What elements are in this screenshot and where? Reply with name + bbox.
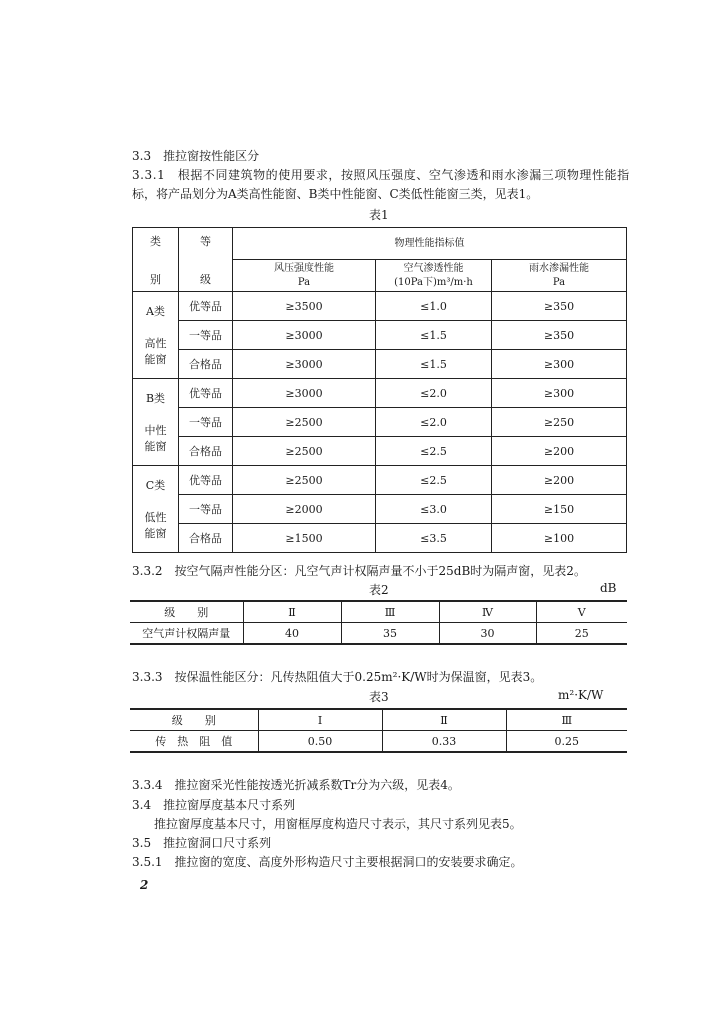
- wind-value: ≥3000: [233, 350, 376, 379]
- air-value: ≤1.0: [376, 292, 492, 321]
- wind-value: ≥2500: [233, 466, 376, 495]
- rain-value: ≥150: [492, 495, 627, 524]
- table3-unit: m²·K/W: [558, 688, 604, 702]
- section-3-4-title: 3.4 推拉窗厚度基本尺寸系列: [132, 798, 296, 812]
- air-value: ≤1.5: [376, 321, 492, 350]
- air-value: ≤1.5: [376, 350, 492, 379]
- table3-value: 0.50: [258, 731, 382, 753]
- table3-header-cell: Ⅱ: [382, 709, 506, 731]
- grade-cell: 一等品: [179, 408, 233, 437]
- grade-cell: 合格品: [179, 437, 233, 466]
- page-number: 2: [140, 878, 149, 892]
- table3-value: 0.25: [506, 731, 627, 753]
- header-class: 类 别: [133, 228, 179, 292]
- section-3-4-text: 推拉窗厚度基本尺寸，用窗框厚度构造尺寸表示，其尺寸系列见表5。: [154, 817, 522, 831]
- air-value: ≤2.5: [376, 466, 492, 495]
- header-physical-indices: 物理性能指标值: [233, 228, 627, 260]
- rain-value: ≥200: [492, 466, 627, 495]
- table2-header-cell: Ⅱ: [243, 601, 341, 623]
- air-value: ≤2.0: [376, 379, 492, 408]
- air-value: ≤3.5: [376, 524, 492, 553]
- section-3-5-1-text: 3.5.1 推拉窗的宽度、高度外形构造尺寸主要根据洞口的安装要求确定。: [132, 855, 523, 869]
- air-value: ≤2.0: [376, 408, 492, 437]
- group-c-label: C类 低性 能窗: [133, 466, 179, 553]
- wind-value: ≥2500: [233, 437, 376, 466]
- table1-caption: 表1: [369, 208, 389, 222]
- grade-cell: 优等品: [179, 379, 233, 408]
- table2-value: 30: [439, 623, 536, 645]
- rain-value: ≥300: [492, 379, 627, 408]
- wind-value: ≥3000: [233, 379, 376, 408]
- table2-header-cell: Ⅲ: [341, 601, 439, 623]
- wind-value: ≥2500: [233, 408, 376, 437]
- rain-value: ≥100: [492, 524, 627, 553]
- grade-cell: 一等品: [179, 495, 233, 524]
- section-3-5-title: 3.5 推拉窗洞口尺寸系列: [132, 836, 272, 850]
- header-rain-leakage: 雨水渗漏性能 Pa: [492, 260, 627, 292]
- table2-header-cell: Ⅴ: [536, 601, 627, 623]
- wind-value: ≥3000: [233, 321, 376, 350]
- header-air-permeability: 空气渗透性能 (10Pa下)m³/m·h: [376, 260, 492, 292]
- table2-header-level: 级 别: [130, 601, 243, 623]
- table2-row-label: 空气声计权隔声量: [142, 627, 231, 640]
- table2-value: 40: [243, 623, 341, 645]
- grade-cell: 合格品: [179, 350, 233, 379]
- table3-value: 0.33: [382, 731, 506, 753]
- section-3-3-3-text: 3.3.3 按保温性能区分：凡传热阻值大于0.25m²·K/W时为保温窗，见表3。: [132, 670, 543, 684]
- grade-cell: 优等品: [179, 292, 233, 321]
- table2-caption: 表2: [369, 583, 389, 597]
- section-3-3-title: 3.3 推拉窗按性能区分: [132, 149, 260, 163]
- rain-value: ≥200: [492, 437, 627, 466]
- thermal-insulation-table: [130, 708, 627, 753]
- air-value: ≤2.5: [376, 437, 492, 466]
- section-3-3-1-line1: 3.3.1 根据不同建筑物的使用要求，按照风压强度、空气渗透和雨水渗漏三项物理性能指: [132, 168, 630, 182]
- grade-cell: 优等品: [179, 466, 233, 495]
- performance-classification-table: [132, 227, 627, 553]
- rain-value: ≥300: [492, 350, 627, 379]
- grade-cell: 一等品: [179, 321, 233, 350]
- wind-value: ≥3500: [233, 292, 376, 321]
- rain-value: ≥350: [492, 292, 627, 321]
- table3-caption: 表3: [369, 690, 389, 704]
- table2-header-cell: Ⅳ: [439, 601, 536, 623]
- air-value: ≤3.0: [376, 495, 492, 524]
- wind-value: ≥1500: [233, 524, 376, 553]
- section-3-3-4-text: 3.3.4 推拉窗采光性能按透光折减系数Tr分为六级，见表4。: [132, 778, 460, 792]
- table2-value: 35: [341, 623, 439, 645]
- header-wind-pressure: 风压强度性能 Pa: [233, 260, 376, 292]
- wind-value: ≥2000: [233, 495, 376, 524]
- group-a-label: A类 高性 能窗: [133, 292, 179, 379]
- table3-header-level: 级 别: [130, 709, 258, 731]
- sound-insulation-table: [130, 600, 627, 645]
- table2-unit: dB: [600, 581, 617, 595]
- table3-header-cell: Ⅰ: [258, 709, 382, 731]
- table3-row-label: 传 热 阻 值: [155, 735, 233, 748]
- header-grade: 等 级: [179, 228, 233, 292]
- rain-value: ≥350: [492, 321, 627, 350]
- rain-value: ≥250: [492, 408, 627, 437]
- section-3-3-2-text: 3.3.2 按空气隔声性能分区：凡空气声计权隔声量不小于25dB时为隔声窗，见表2。: [132, 564, 586, 578]
- table2-value: 25: [536, 623, 627, 645]
- section-3-3-1-line2: 标，将产品划分为A类高性能窗、B类中性能窗、C类低性能窗三类，见表1。: [132, 187, 539, 201]
- table3-header-cell: Ⅲ: [506, 709, 627, 731]
- grade-cell: 合格品: [179, 524, 233, 553]
- group-b-label: B类 中性 能窗: [133, 379, 179, 466]
